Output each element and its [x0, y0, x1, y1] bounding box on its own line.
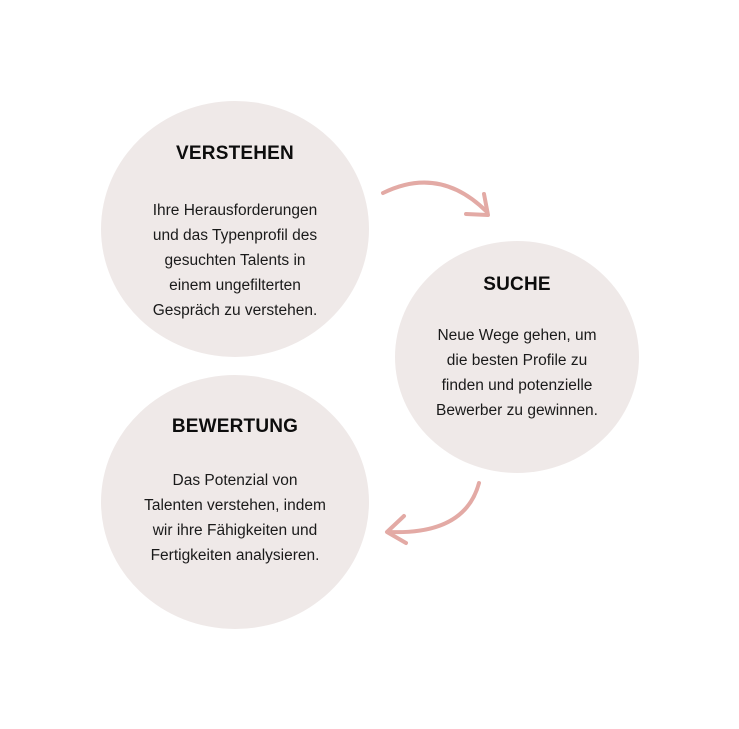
step-circle-verstehen [101, 101, 369, 357]
step-description: Neue Wege gehen, um die besten Profile zu finden und potenzielle Bewerber zu gewinnen. [436, 327, 598, 419]
step-circle-bewertung [101, 375, 369, 629]
step-title: VERSTEHEN [176, 143, 294, 164]
curved-arrow-right-icon [383, 183, 488, 215]
step-title: BEWERTUNG [171, 416, 299, 437]
step-description: Das Potenzial von Talenten verstehen, indem wir ihre Fähigkeiten und Fertigkeiten analysieren. [144, 472, 326, 564]
step-circle-suche [395, 241, 639, 473]
curved-arrow-left-icon [387, 483, 479, 543]
step-title: SUCHE [483, 274, 551, 295]
step-description: Ihre Herausforderungen und das Typenprofil des gesuchten Talents in einem ungefilterten Gespräch zu verstehen. [152, 202, 318, 319]
